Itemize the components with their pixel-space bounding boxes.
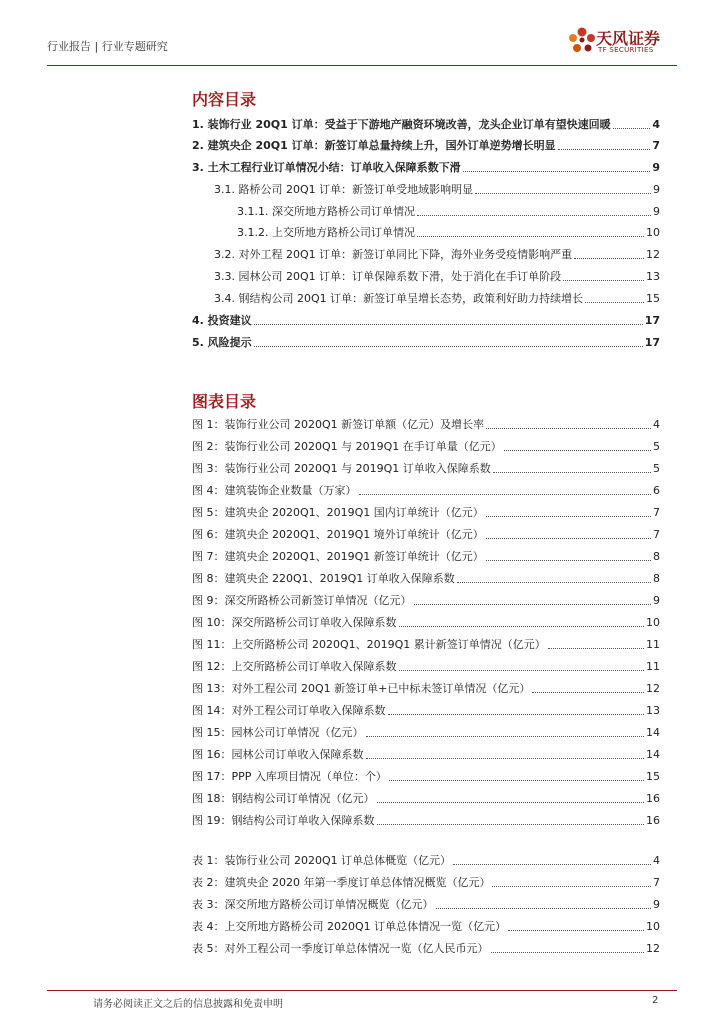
- dot-leader: [399, 670, 645, 671]
- toc-entry[interactable]: [237, 205, 660, 219]
- flower-logo-icon: [568, 26, 596, 56]
- dot-leader: [254, 346, 643, 347]
- footer-rule: [47, 990, 677, 991]
- toc-entry-text: 3.1.1. 深交所地方路桥公司订单情况: [237, 205, 415, 218]
- logo-subtitle: TF SECURITIES: [598, 46, 654, 54]
- figure-entry[interactable]: [192, 440, 660, 454]
- figure-entry[interactable]: [192, 814, 660, 828]
- logo-name: 天风证券: [596, 29, 661, 48]
- footer-disclaimer: 请务必阅读正文之后的信息披露和免责申明: [93, 999, 283, 1010]
- toc-entry-page: 12: [646, 248, 660, 261]
- toc-entry-text: 3. 土木工程行业订单情况小结：订单收入保障系数下滑: [192, 161, 461, 174]
- table-entry-page: 7: [653, 876, 660, 889]
- page-number: 2: [652, 995, 659, 1006]
- table-entry[interactable]: [192, 942, 660, 956]
- figure-entry-page: 14: [646, 726, 660, 739]
- dot-leader: [508, 930, 644, 931]
- figure-entry-page: 11: [646, 660, 660, 673]
- figure-entry-page: 16: [646, 792, 660, 805]
- toc-entry-page: 4: [652, 118, 660, 131]
- toc-entry-text: 1. 装饰行业 20Q1 订单：受益于下游地产融资环境改善，龙头企业订单有望快速回暖: [192, 118, 611, 131]
- figure-entry-page: 10: [646, 616, 660, 629]
- figure-entry-text: 图 18：钢结构公司订单情况（亿元）: [192, 792, 375, 805]
- toc-entry[interactable]: [192, 336, 660, 350]
- dot-leader: [366, 758, 645, 759]
- figure-entry-text: 图 14：对外工程公司订单收入保障系数: [192, 704, 386, 717]
- company-logo: [568, 22, 688, 62]
- figure-entry-page: 13: [646, 704, 660, 717]
- figure-entry-page: 15: [646, 770, 660, 783]
- dot-leader: [486, 560, 651, 561]
- figure-entry-text: 图 8：建筑央企 220Q1、2019Q1 订单收入保障系数: [192, 572, 455, 585]
- dot-leader: [377, 802, 645, 803]
- toc-entry-page: 9: [652, 161, 660, 174]
- figure-entry-page: 6: [653, 484, 660, 497]
- figure-entry-text: 图 6：建筑央企 2020Q1、2019Q1 境外订单统计（亿元）: [192, 528, 484, 541]
- table-entry-page: 9: [653, 898, 660, 911]
- figure-entry-text: 图 17：PPP 入库项目情况（单位：个）: [192, 770, 387, 783]
- figure-entry-page: 7: [653, 528, 660, 541]
- figure-entry[interactable]: [192, 462, 660, 476]
- dot-leader: [563, 280, 644, 281]
- figure-entry-page: 16: [646, 814, 660, 827]
- dot-leader: [399, 626, 645, 627]
- figure-entry-page: 11: [646, 638, 660, 651]
- toc-entry-page: 15: [646, 292, 660, 305]
- toc-entry-page: 17: [644, 314, 660, 327]
- table-entry-page: 4: [653, 854, 660, 867]
- figure-entry-text: 图 15：园林公司订单情况（亿元）: [192, 726, 364, 739]
- figure-entry[interactable]: [192, 550, 660, 564]
- report-category: 行业报告 | 行业专题研究: [47, 40, 168, 53]
- figure-entry[interactable]: [192, 528, 660, 542]
- figure-entry-page: 9: [653, 594, 660, 607]
- toc-entry[interactable]: [214, 248, 660, 262]
- dot-leader: [463, 171, 651, 172]
- toc-entry-text: 3.1.2. 上交所地方路桥公司订单情况: [237, 226, 415, 239]
- figure-entry-text: 图 16：园林公司订单收入保障系数: [192, 748, 364, 761]
- dot-leader: [436, 908, 652, 909]
- toc-entry-text: 3.4. 钢结构公司 20Q1 订单：新签订单呈增长态势，政策利好助力持续增长: [214, 292, 584, 305]
- table-entry[interactable]: [192, 898, 660, 912]
- figure-entry[interactable]: [192, 484, 660, 498]
- figure-entry-text: 图 12：上交所路桥公司订单收入保障系数: [192, 660, 397, 673]
- dot-leader: [486, 538, 651, 539]
- table-entry[interactable]: [192, 876, 660, 890]
- table-entry-text: 表 1：装饰行业公司 2020Q1 订单总体概览（亿元）: [192, 854, 452, 867]
- table-entry-page: 12: [646, 942, 660, 955]
- figure-entry[interactable]: [192, 770, 660, 784]
- table-entry-text: 表 2：建筑央企 2020 年第一季度订单总体情况概览（亿元）: [192, 876, 491, 889]
- toc-entry-text: 3.2. 对外工程 20Q1 订单：新签订单同比下降，海外业务受疫情影响严重: [214, 248, 573, 261]
- toc-entry-text: 3.3. 园林公司 20Q1 订单：订单保障系数下滑，处于消化在手订单阶段: [214, 270, 562, 283]
- figure-entry[interactable]: [192, 616, 660, 630]
- toc-entry-page: 9: [653, 205, 660, 218]
- dot-leader: [548, 648, 644, 649]
- dot-leader: [254, 324, 643, 325]
- dot-leader: [492, 886, 651, 887]
- table-entry[interactable]: [192, 854, 660, 868]
- toc-entry[interactable]: [192, 314, 660, 328]
- dot-leader: [532, 692, 644, 693]
- table-entry-text: 表 4：上交所地方路桥公司 2020Q1 订单总体情况一览（亿元）: [192, 920, 507, 933]
- figure-entry[interactable]: [192, 572, 660, 586]
- toc-entry-page: 13: [646, 270, 660, 283]
- toc-title: 内容目录: [192, 90, 257, 109]
- figure-entry-text: 图 11：上交所路桥公司 2020Q1、2019Q1 累计新签订单情况（亿元）: [192, 638, 546, 651]
- toc-entry-page: 17: [644, 336, 660, 349]
- figure-entry-text: 图 13：对外工程公司 20Q1 新签订单+已中标未签订单情况（亿元）: [192, 682, 531, 695]
- dot-leader: [574, 258, 644, 259]
- dot-leader: [475, 193, 651, 194]
- dot-leader: [389, 780, 644, 781]
- figure-entry-page: 5: [653, 462, 660, 475]
- toc-entry[interactable]: [214, 183, 660, 197]
- figure-entry-text: 图 5：建筑央企 2020Q1、2019Q1 国内订单统计（亿元）: [192, 506, 484, 519]
- figure-entry-text: 图 7：建筑央企 2020Q1、2019Q1 新签订单统计（亿元）: [192, 550, 484, 563]
- figure-entry-text: 图 19：钢结构公司订单收入保障系数: [192, 814, 375, 827]
- dot-leader: [493, 472, 651, 473]
- figure-entry-text: 图 10：深交所路桥公司订单收入保障系数: [192, 616, 397, 629]
- figure-entry[interactable]: [192, 638, 660, 652]
- table-entry-text: 表 5：对外工程公司一季度订单总体情况一览（亿人民币元）: [192, 942, 489, 955]
- figure-entry-text: 图 4：建筑装饰企业数量（万家）: [192, 484, 357, 497]
- toc-entry[interactable]: [214, 270, 660, 284]
- figure-entry[interactable]: [192, 594, 660, 608]
- figure-entry[interactable]: [192, 704, 660, 718]
- dot-leader: [613, 128, 651, 129]
- dot-leader: [417, 236, 644, 237]
- dot-leader: [453, 864, 651, 865]
- toc-entry-text: 4. 投资建议: [192, 314, 252, 327]
- toc-entry-page: 9: [653, 183, 660, 196]
- figure-entry-page: 5: [653, 440, 660, 453]
- toc-entry-text: 5. 风险提示: [192, 336, 252, 349]
- figure-entry[interactable]: [192, 418, 660, 432]
- toc-entry-text: 3.1. 路桥公司 20Q1 订单：新签订单受地域影响明显: [214, 183, 474, 196]
- dot-leader: [457, 582, 651, 583]
- table-entry[interactable]: [192, 920, 660, 934]
- toc-entry[interactable]: [214, 292, 660, 306]
- dot-leader: [414, 604, 652, 605]
- toc-entry[interactable]: [192, 118, 660, 132]
- dot-leader: [585, 302, 644, 303]
- dot-leader: [486, 428, 651, 429]
- figure-entry-page: 12: [646, 682, 660, 695]
- figure-entry-text: 图 1：装饰行业公司 2020Q1 新签订单额（亿元）及增长率: [192, 418, 485, 431]
- figure-entry-page: 7: [653, 506, 660, 519]
- figure-entry[interactable]: [192, 748, 660, 762]
- figure-entry[interactable]: [192, 792, 660, 806]
- figure-entry-text: 图 3：装饰行业公司 2020Q1 与 2019Q1 订单收入保障系数: [192, 462, 491, 475]
- figure-entry-text: 图 2：装饰行业公司 2020Q1 与 2019Q1 在手订单量（亿元）: [192, 440, 502, 453]
- header-rule: [47, 65, 677, 66]
- dot-leader: [377, 824, 645, 825]
- table-entry-text: 表 3：深交所地方路桥公司订单情况概览（亿元）: [192, 898, 434, 911]
- toc-entry[interactable]: [192, 161, 660, 175]
- table-entry-page: 10: [646, 920, 660, 933]
- toc-entry-page: 10: [646, 226, 660, 239]
- figure-entry-page: 4: [653, 418, 660, 431]
- figure-entry-page: 14: [646, 748, 660, 761]
- figure-entry[interactable]: [192, 506, 660, 520]
- dot-leader: [366, 736, 645, 737]
- figure-entry[interactable]: [192, 682, 660, 696]
- figure-entry-page: 8: [653, 550, 660, 563]
- toc-entry[interactable]: [237, 226, 660, 240]
- toc-entry-page: 7: [652, 139, 660, 152]
- figure-entry-page: 8: [653, 572, 660, 585]
- dot-leader: [558, 149, 651, 150]
- dot-leader: [491, 952, 645, 953]
- dot-leader: [417, 215, 651, 216]
- figures-title: 图表目录: [192, 392, 257, 411]
- figure-entry-text: 图 9：深交所路桥公司新签订单情况（亿元）: [192, 594, 412, 607]
- toc-entry[interactable]: [192, 139, 660, 153]
- figure-entry[interactable]: [192, 660, 660, 674]
- dot-leader: [504, 450, 651, 451]
- figure-entry[interactable]: [192, 726, 660, 740]
- toc-entry-text: 2. 建筑央企 20Q1 订单：新签订单总量持续上升，国外订单逆势增长明显: [192, 139, 556, 152]
- dot-leader: [486, 516, 651, 517]
- dot-leader: [359, 494, 652, 495]
- dot-leader: [388, 714, 645, 715]
